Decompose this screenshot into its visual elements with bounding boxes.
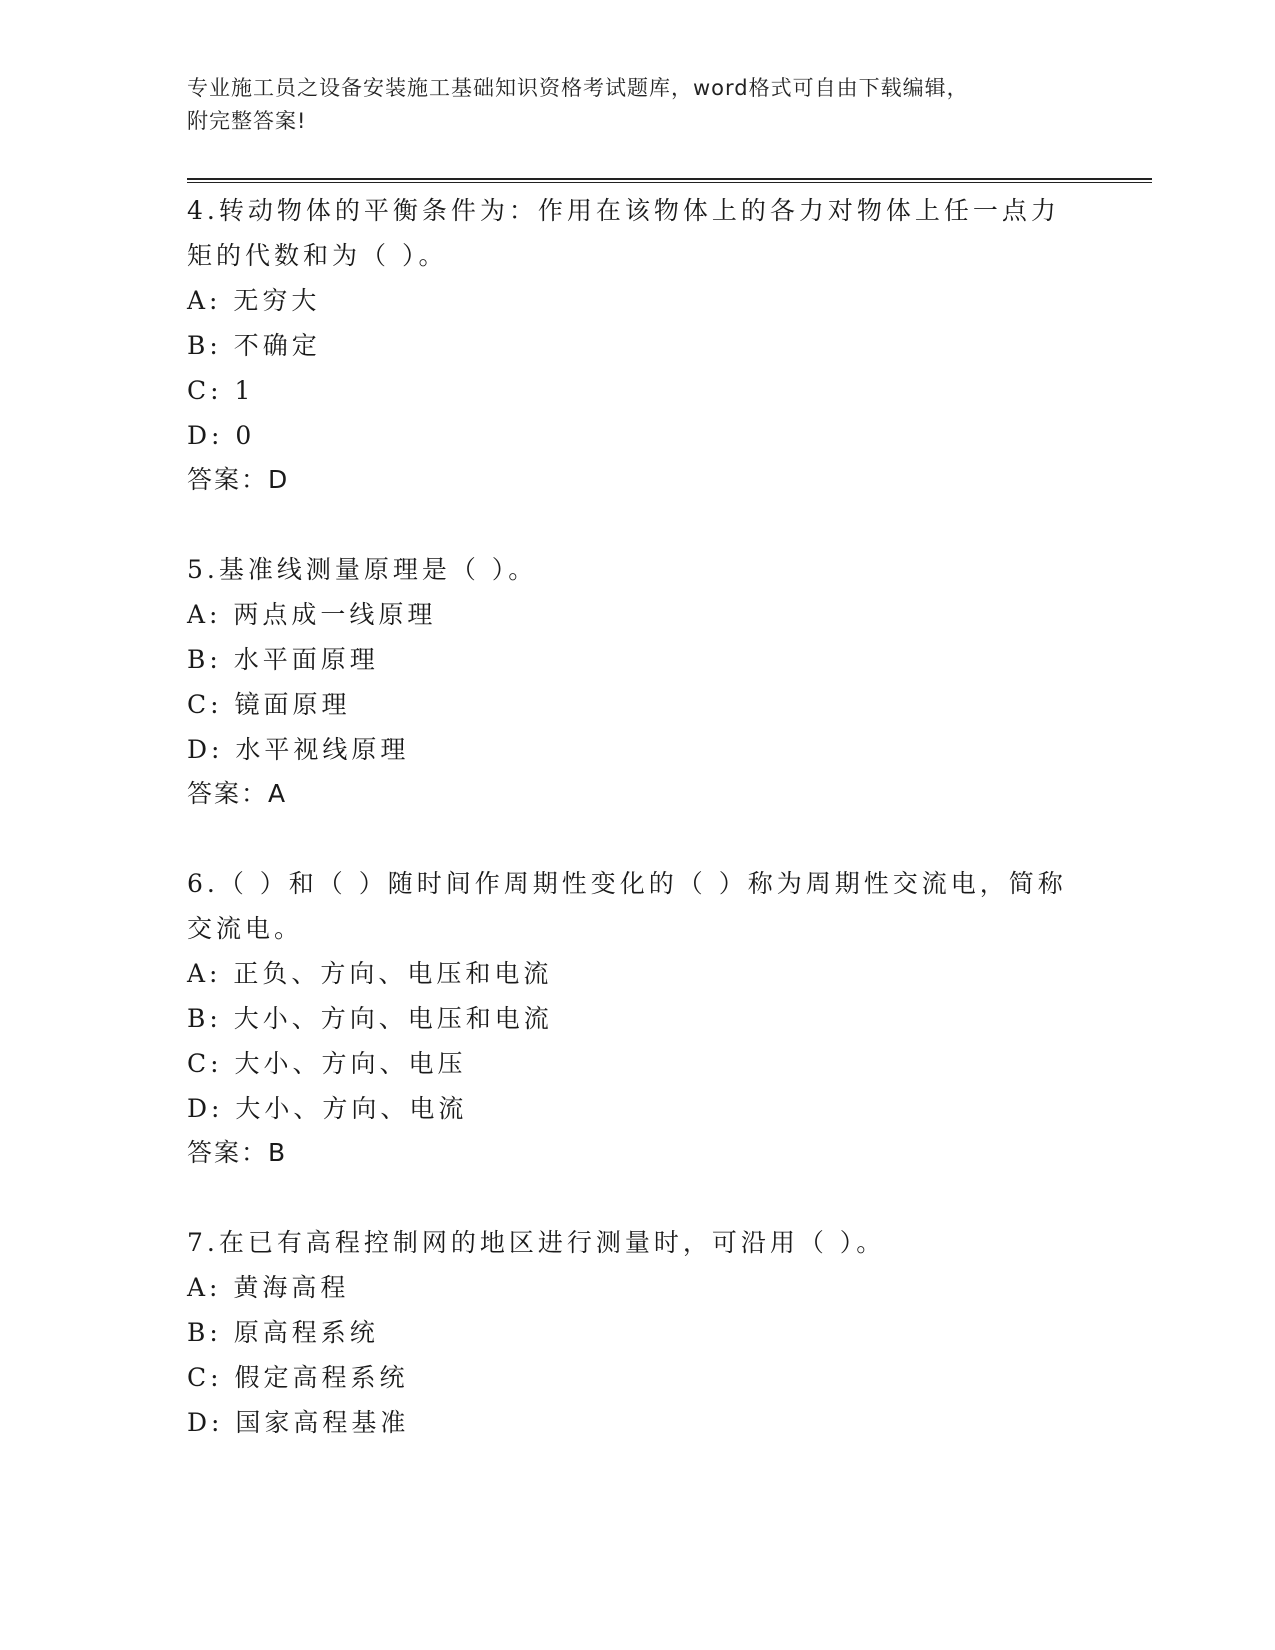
header-divider-thick [187,178,1152,180]
option-c: C: 假定高程系统 [187,1363,409,1392]
document-header [187,72,1087,138]
answer-line: 答案：B [187,1138,288,1167]
question-4 [187,188,1087,502]
option-b: B: 原高程系统 [187,1318,379,1347]
question-stem: 6.（ ）和（ ）随时间作周期性变化的（ ）称为周期性交流电，简称交流电。 [187,869,1067,943]
header-line-2: 附完整答案! [187,109,307,133]
header-line-1: 专业施工员之设备安装施工基础知识资格考试题库，word格式可自由下载编辑， [187,76,969,100]
option-c: C: 镜面原理 [187,690,351,719]
header-divider-thin [187,182,1152,183]
option-a: A: 黄海高程 [187,1273,350,1302]
question-stem: 4.转动物体的平衡条件为：作用在该物体上的各力对物体上任一点力矩的代数和为（ ）。 [187,196,1060,270]
option-d: D: 国家高程基准 [187,1408,410,1437]
question-7 [187,1220,1087,1445]
question-5 [187,547,1087,816]
option-b: B: 水平面原理 [187,645,379,674]
option-d: D: 水平视线原理 [187,735,410,764]
option-a: A: 两点成一线原理 [187,600,437,629]
option-a: A: 无穷大 [187,286,321,315]
option-b: B: 不确定 [187,331,321,360]
option-c: C: 大小、方向、电压 [187,1049,467,1078]
option-c: C: 1 [187,376,255,405]
option-b: B: 大小、方向、电压和电流 [187,1004,553,1033]
question-6 [187,861,1087,1175]
option-a: A: 正负、方向、电压和电流 [187,959,553,988]
option-d: D: 大小、方向、电流 [187,1094,468,1123]
answer-line: 答案：A [187,779,288,808]
answer-line: 答案：D [187,465,290,494]
question-list [187,188,1087,1490]
question-stem: 7.在已有高程控制网的地区进行测量时，可沿用（ ）。 [187,1228,886,1257]
question-stem: 5.基准线测量原理是（ ）。 [187,555,538,584]
option-d: D: 0 [187,421,256,450]
